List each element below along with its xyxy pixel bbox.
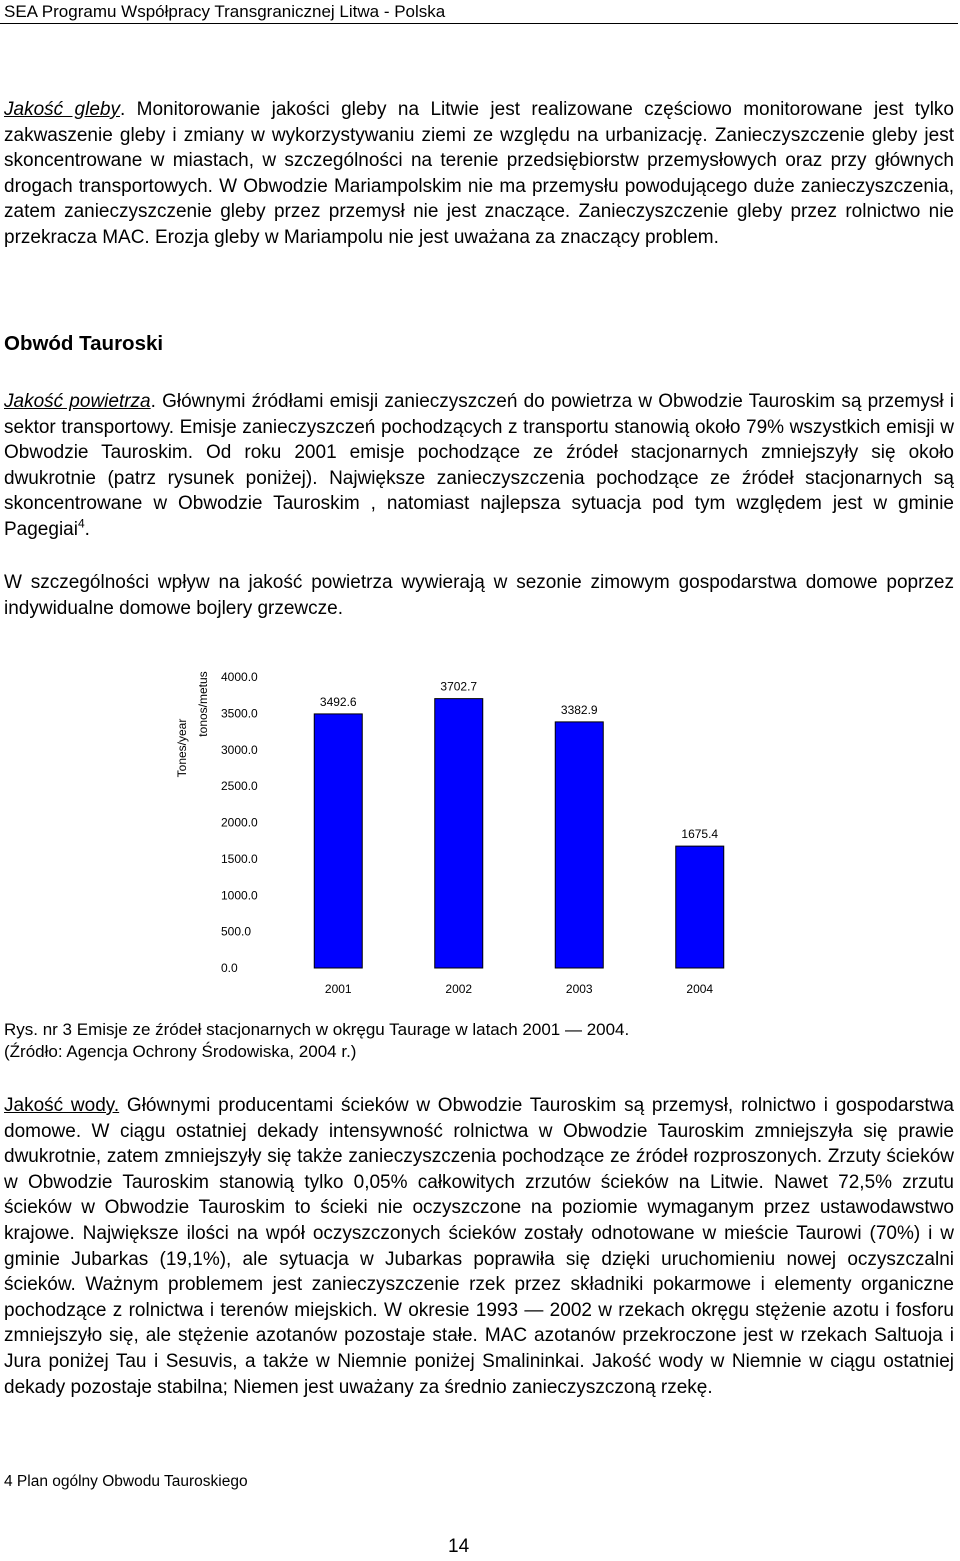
footnote-reference: 4 bbox=[77, 516, 85, 531]
soil-quality-paragraph bbox=[4, 97, 954, 251]
running-header: SEA Programu Współpracy Transgranicznej Litwa - Polska bbox=[0, 0, 958, 24]
water-quality-paragraph bbox=[4, 1093, 954, 1400]
data-label: 1675.4 bbox=[681, 827, 719, 842]
y-tick-label: 0.0 bbox=[221, 961, 238, 975]
page-number: 14 bbox=[448, 1536, 470, 1557]
y-tick-label: 2500.0 bbox=[221, 779, 258, 794]
x-tick-label: 2004 bbox=[686, 982, 714, 996]
y-tick-label: 3500.0 bbox=[221, 706, 258, 721]
y-tick-label: 1000.0 bbox=[221, 888, 258, 903]
water-quality-text: Głównymi producentami ścieków w Obwodzie Tauroskim są przemysł, rolnictwo i gospodarstwa domowe. W ciągu ostatniej dekady intensywność rolnictwa w Obwodzie Tauroskim zmniejszyła się prawie dwukrotnie, zatem zmniejszyły się także zanieczyszczenia pochodzące ze źródeł rozproszonych. Zrzuty ścieków w Obwodzie Tauroskim stanowią tylko 0,05% całkowitych zrzutów ścieków na Litwie. Nawet 72,5% zrzutu ścieków w Obwodzie Tauroskim to ścieki nie oczyszczone na poziomie wymaganym przez ustawodawstwo krajowe. Największe ilości na wpół oczyszczonych ścieków zostały odnotowane w mieście Taurowi (70%) i w gminie Jubarkas (19,1%), ale sytuacja w Jubarkas poprawiła się dzięki uruchomieniu nowej oczyszczalni ścieków. Ważnym problemem jest zanieczyszczenie rzek przez składniki pokarmowe i elementy organiczne pochodzące z rolnictwa i terenów miejskich. W okresie 1993 — 2002 w rzekach okręgu stężenie azotu i fosforu zmniejszyło się, ale stężenie azotanów pozostaje stałe. MAC azotanów przekroczone jest w rzekach Saltuoja i Jura poniżej Tau i Sesuvis, a także w Niemnie poniżej Smalininkai. Jakość wody w Niemnie w ciągu ostatniej dekady pozostaje stabilna; Niemen jest uważany za średnio zanieczyszczoną rzekę. bbox=[4, 1095, 954, 1398]
air-quality-paragraph-2: W szczególności wpływ na jakość powietrza wywierają w sezonie zimowym gospodarstwa domowe poprzez indywidualne domowe bojlery grzewcze. bbox=[4, 572, 954, 619]
y-tick-label: 2000.0 bbox=[221, 815, 258, 830]
air-quality-paragraph bbox=[4, 389, 954, 543]
figure-caption-line-2: (Źródło: Agencja Ochrony Środowiska, 2004 r.) bbox=[4, 1042, 357, 1061]
bar bbox=[435, 699, 483, 968]
y-tick-label: 3000.0 bbox=[221, 742, 258, 757]
y-axis-label-secondary: tonos/metus bbox=[196, 671, 210, 737]
air-quality-label: Jakość powietrza bbox=[4, 391, 151, 412]
x-tick-label: 2001 bbox=[324, 982, 352, 996]
air-quality-text-end: . bbox=[84, 518, 90, 540]
y-axis-label: Tones/year bbox=[175, 718, 189, 778]
bar bbox=[314, 714, 362, 968]
x-tick-label: 2003 bbox=[565, 982, 593, 996]
footnote: 4 Plan ogólny Obwodu Tauroskiego bbox=[4, 1473, 248, 1490]
data-label: 3492.6 bbox=[319, 694, 357, 709]
water-quality-label: Jakość wody. bbox=[4, 1095, 120, 1116]
soil-quality-label: Jakość gleby bbox=[4, 99, 120, 120]
emissions-bar-chart bbox=[160, 660, 780, 1010]
bar bbox=[676, 846, 724, 968]
y-tick-label: 4000.0 bbox=[221, 670, 258, 684]
soil-quality-text: . Monitorowanie jakości gleby na Litwie jest realizowane częściowo monitorowane jest tylko zakwaszenie gleby i zmiany w wykorzystywaniu ziemi ze względu na urbanizację. Zanieczyszczenie gleby jest skoncentrowane w miastach, w szczególności na terenie przedsiębiorstw przemysłowych oraz przy głównych drogach transportowych. W Obwodzie Mariampolskim nie ma przemysłu powodującego duże zanieczyszczenia, zatem zanieczyszczenie gleby przez przemysł nie jest znaczące. Zanieczyszczenie gleby przez rolnictwo nie przekracza MAC. Erozja gleby w Mariampolu nie jest uważana za znaczący problem. bbox=[4, 99, 954, 248]
figure-caption bbox=[4, 1019, 629, 1063]
air-quality-text: . Głównymi źródłami emisji zanieczyszczeń do powietrza w Obwodzie Tauroskim są przemysł i sektor transportowy. Emisje zanieczyszczeń pochodzących z transportu stanowią około 79% wszystkich emisji w Obwodzie Tauroskim. Od roku 2001 emisje pochodzące ze źródeł stacjonarnych zmniejszyły się około dwukrotnie (patrz rysunek poniżej). Największe zanieczyszczenia pochodzące ze źródeł stacjonarnych są skoncentrowane w Obwodzie Tauroskim , natomiast najlepsza sytuacja pod tym względem jest w gminie Pagegiai bbox=[4, 391, 954, 540]
bar bbox=[555, 722, 603, 968]
section-heading: Obwód Tauroski bbox=[4, 332, 164, 355]
data-label: 3382.9 bbox=[560, 702, 598, 717]
y-tick-label: 500.0 bbox=[221, 924, 252, 939]
data-label: 3702.7 bbox=[440, 679, 478, 694]
figure-caption-line-1: Rys. nr 3 Emisje ze źródeł stacjonarnych w okręgu Taurage w latach 2001 — 2004. bbox=[4, 1020, 630, 1039]
x-tick-label: 2002 bbox=[445, 982, 473, 996]
y-tick-label: 1500.0 bbox=[221, 851, 258, 866]
